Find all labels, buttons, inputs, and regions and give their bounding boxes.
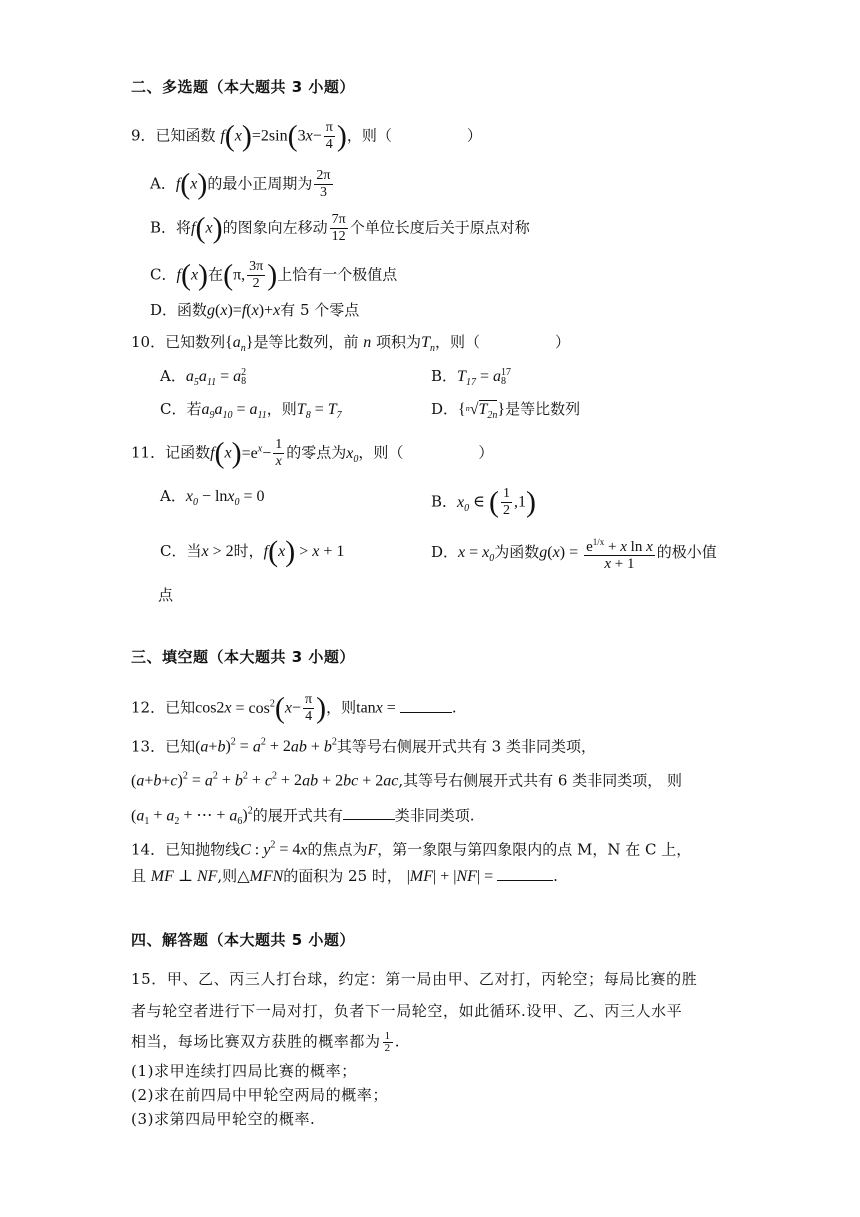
q11-a-label: A． xyxy=(160,487,186,505)
q11-d-mid: 为函数 xyxy=(494,543,540,561)
q11-option-a: A．$x_0 - \ln x_0 = 0$ xyxy=(160,487,265,509)
question-15-line-3: 相当，每场比赛双方获胜的概率都为 $\frac{1}{2}$ . xyxy=(131,1030,401,1054)
q12-stem-text: 12．已知 xyxy=(131,698,196,717)
q9-a-label: A． xyxy=(150,174,176,193)
q11-stem-tail: ，则（ ） xyxy=(358,443,494,462)
q13-l3-post: 的展开式共有 xyxy=(252,806,343,825)
section-heading-multiple-choice: 二、多选题（本大题共 3 小题） xyxy=(131,78,355,96)
q14-l2-mid2: 的面积为 25 时， xyxy=(283,867,402,885)
question-14-line-2: 且 MF ⊥ NF,则△MFN的面积为 25 时， |MF| + |NF| = . xyxy=(131,867,558,885)
q9-option-a: A．f(x)的最小正周期为 $\frac{2\pi}{3}$ xyxy=(150,167,331,201)
q14-l1-post: ，第一象限与第四象限内的点 M，N 在 C 上， xyxy=(377,840,692,859)
q14-l2-mid: ,则 xyxy=(217,867,238,885)
q11-option-b: B．$x_0$ ∈ ( $\frac{1}{2}$ ,1) xyxy=(431,485,536,519)
q12-end: . xyxy=(451,698,457,717)
q13-l1-post: 其等号右侧展开式共有 3 类非同类项， xyxy=(336,737,596,756)
q10-option-b: B．$T_{17} = a$ 17 8 xyxy=(431,367,511,389)
question-11-stem: 11．记函数$f(x)=e^x-$ $\frac{1}{x}$ 的零点为$x_0$，则（ ） xyxy=(131,436,494,470)
q11-d-tail: 的极小值 xyxy=(656,543,717,561)
q11-b-label: B． xyxy=(431,492,458,511)
q11-d-label: D． xyxy=(431,543,459,561)
q12-stem-mid: ，则 xyxy=(326,698,357,717)
q13-l2-post: ,其等号右侧展开式共有 6 类非同类项， 则 xyxy=(398,771,682,790)
q11-stem-text: 11．记函数 xyxy=(131,443,211,462)
q9-c-label: C． xyxy=(150,265,177,284)
question-13-line-3: ($a_1 + a_2$ + ⋯ + $a_6)^2$的展开式共有 类非同类项. xyxy=(131,806,475,828)
question-15-line-2: 者与轮空者进行下一局对打，负者下一局轮空，如此循环.设甲、乙、丙三人水平 xyxy=(131,1002,683,1020)
q10-stem-mid2: 项积为 xyxy=(376,333,422,351)
q11-option-d: D．$x = x_0$为函数g(x) = $\frac{e^{1/x} + x \ln x}{x + 1}$ 的极小值 xyxy=(431,534,717,572)
q9-option-c: C．f(x)在(π, $\frac{3\pi}{2}$ )上恰有一个极值点 xyxy=(150,258,398,292)
section-heading-solutions: 四、解答题（本大题共 5 小题） xyxy=(131,931,355,949)
q9-option-d: D．函数g(x)=f(x)+x有 5 个零点 xyxy=(150,301,360,319)
question-12: 12．已知$\cos 2x = \cos^2(x-$ $\frac{\pi}{4}$ )，则tanx = . xyxy=(131,691,457,725)
q10-b-label: B． xyxy=(431,367,458,385)
q14-l2-end: . xyxy=(553,867,558,885)
q11-stem-mid: 的零点为 xyxy=(286,443,347,462)
q9-c-text: 在 xyxy=(208,265,224,284)
q10-d-tail: 是等比数列 xyxy=(505,400,581,418)
q12-answer-blank[interactable] xyxy=(400,698,452,713)
q9-b-label: B．将 xyxy=(150,218,192,237)
q11-c-mid: 时， xyxy=(233,542,264,560)
question-9-stem: 9．已知函数 f(x)=2sin(3x− $\frac{\pi}{4}$ )，则（ ） xyxy=(131,119,482,153)
q14-l1-mid: 的焦点为 xyxy=(307,840,368,859)
q9-b-tail: 个单位长度后关于原点对称 xyxy=(349,218,530,237)
q13-l3-end: 类非同类项. xyxy=(394,806,475,825)
q9-c-tail: 上恰有一个极值点 xyxy=(277,265,398,284)
q9-a-text: 的最小正周期为 xyxy=(207,174,313,193)
question-15-part-1: (1)求甲连续打四局比赛的概率； xyxy=(131,1062,357,1080)
q11-option-d-wrap: 点 xyxy=(158,586,174,604)
question-15-line-1: 15．甲、乙、丙三人打台球，约定：第一局由甲、乙对打，丙轮空；每局比赛的胜 xyxy=(131,970,698,988)
q15-l3-end: . xyxy=(394,1032,401,1051)
question-13-line-1: 13．已知$(a+b)^2 = a^2 + 2ab + b^2$其等号右侧展开式共有 3 类非同类项， xyxy=(131,737,596,756)
question-14-line-1: 14．已知抛物线C : $y^2 = 4x$的焦点为F，第一象限与第四象限内的点 M，N 在 C 上， xyxy=(131,840,692,859)
q10-c-label: C．若 xyxy=(160,400,202,418)
q9-stem-text: 9．已知函数 xyxy=(131,126,216,145)
q10-stem-text: 10．已知数列 xyxy=(131,333,226,351)
q11-c-label: C．当 xyxy=(160,542,202,560)
q13-l1-pre: 13．已知 xyxy=(131,737,196,756)
q14-l1-pre: 14．已知抛物线 xyxy=(131,840,241,859)
question-10-stem: 10．已知数列$\{a_n\}$是等比数列，前 n 项积为$T_n$，则（ ） xyxy=(131,333,570,355)
q14-l2-pre: 且 xyxy=(131,867,147,885)
question-15-part-2: (2)求在前四局中甲轮空两局的概率； xyxy=(131,1086,389,1104)
q10-c-mid: ，则 xyxy=(266,400,297,418)
q9-option-b: B．将f(x)的图象向左移动 $\frac{7\pi}{12}$ 个单位长度后关于原点对称 xyxy=(150,211,530,245)
q11-option-c: C．当x > 2时，f(x) > x + 1 xyxy=(160,535,345,568)
q9-stem-tail: ，则（ ） xyxy=(346,126,482,145)
q10-stem-tail: ，则（ ） xyxy=(434,333,570,351)
section-heading-fill-blank: 三、填空题（本大题共 3 小题） xyxy=(131,648,355,666)
q13-answer-blank[interactable] xyxy=(343,805,395,820)
q9-b-text: 的图象向左移动 xyxy=(222,218,328,237)
q14-answer-blank[interactable] xyxy=(497,866,553,881)
q10-option-c: C．若$a_9a_{10} = a_{11}$，则$T_8 = T_7$ xyxy=(160,400,342,422)
q10-d-label: D． xyxy=(431,400,459,418)
q10-option-a: A．$a_5a_{11} = a$ 2 8 xyxy=(160,367,247,389)
q10-stem-mid: 是等比数列，前 xyxy=(253,333,359,351)
question-13-line-2: $(a+b+c)^2 = a^2 + b^2 + c^2 + 2ab + 2bc + 2ac$,其等号右侧展开式共有 6 类非同类项， 则 xyxy=(131,771,682,790)
q10-option-d: D．$\{^n√T_{2n}\}$是等比数列 xyxy=(431,400,581,422)
q15-l3-pre: 相当，每场比赛双方获胜的概率都为 xyxy=(131,1032,381,1051)
q9-d-tail: 有 5 个零点 xyxy=(280,301,360,319)
q9-d-label: D．函数 xyxy=(150,301,208,319)
q10-a-label: A． xyxy=(160,367,186,385)
question-15-part-3: (3)求第四局甲轮空的概率. xyxy=(131,1110,316,1128)
